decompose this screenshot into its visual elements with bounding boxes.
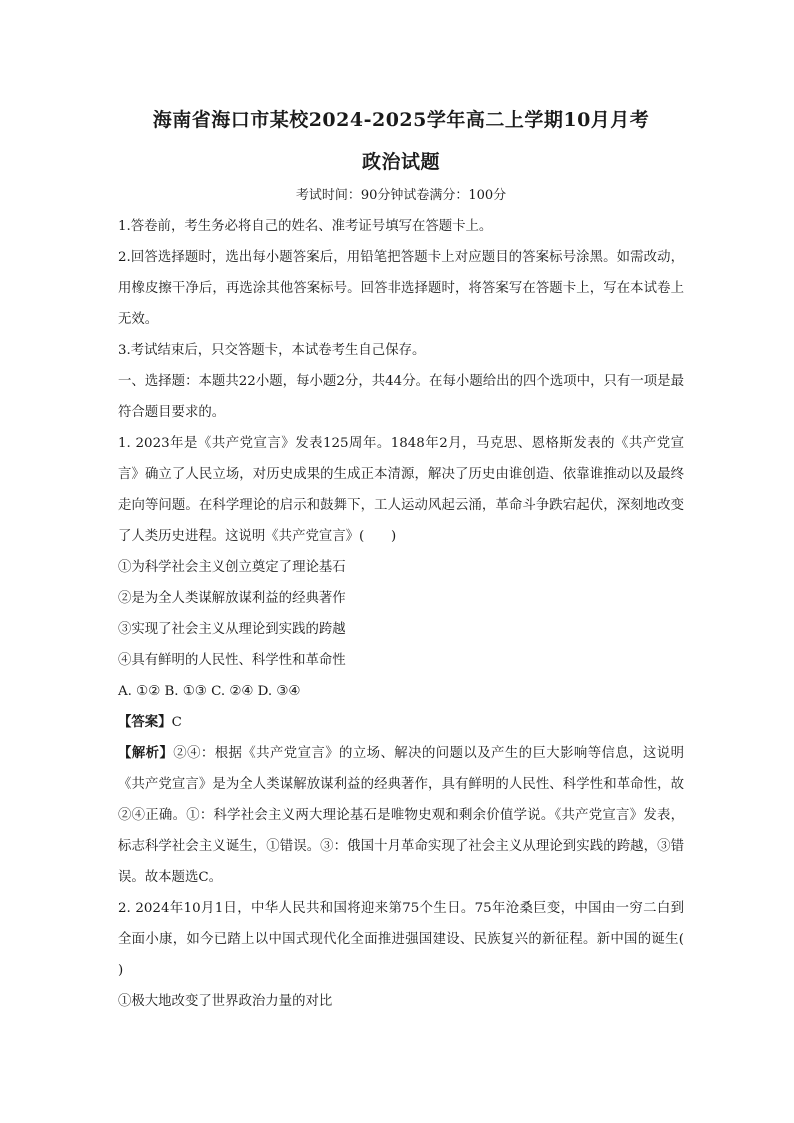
question-1-item-3: ③实现了社会主义从理论到实践的跨越 [118, 622, 346, 637]
question-1-answer [118, 707, 684, 738]
question-1-choices: A. ①② B. ①③ C. ②④ D. ③④ [118, 684, 301, 699]
instruction-1: 1.答卷前，考生务必将自己的姓名、准考证号填写在答题卡上。 [118, 219, 493, 234]
document-title: 海南省海口市某校2024-2025学年高二上学期10月月考 [152, 109, 650, 131]
exam-info: 考试时间：90分钟试卷满分：100分 [295, 188, 507, 203]
analysis-text: ②④：根据《共产党宣言》的立场、解决的问题以及产生的巨大影响等信息，这说明《共产党宣言》是为全人类谋解放谋利益的经典著作，具有鲜明的人民性、科学性和革命性，故②④正确。①：科学社会主义两大理论基石是唯物史观和剩余价值学说。《共产党宣言》发表，标志科学社会主义诞生，①错误。③：俄国十月革命实现了社会主义从理论到实践的跨越，③错误。故本题选C。 [118, 746, 685, 885]
question-1-analysis [118, 738, 684, 893]
section-heading: 一、选择题：本题共22小题，每小题2分，共44分。在每小题给出的四个选项中，只有一项是最符合题目要求的。 [118, 374, 684, 420]
answer-value: C [171, 715, 182, 730]
question-2-item-1: ①极大地改变了世界政治力量的对比 [118, 994, 333, 1009]
question-1-item-1: ①为科学社会主义创立奠定了理论基石 [118, 560, 346, 575]
question-1-stem: 1. 2023年是《共产党宣言》发表125周年。1848年2月，马克思、恩格斯发表的《共产党宣言》确立了人民立场，对历史成果的生成正本清源，解决了历史由谁创造、依靠谁推动以及最终走向等问题。在科学理论的启示和鼓舞下，工人运动风起云涌，革命斗争跌宕起伏，深刻地改变了人类历史进程。这说明《共产党宣言》( ) [118, 436, 684, 544]
document-subtitle: 政治试题 [361, 151, 440, 173]
question-2-stem: 2. 2024年10月1日，中华人民共和国将迎来第75个生日。75年沧桑巨变，中国由一穷二白到全面小康，如今已踏上以中国式现代化全面推进强国建设、民族复兴的新征程。新中国的诞生( ) [118, 901, 711, 978]
question-1-item-2: ②是为全人类谋解放谋利益的经典著作 [118, 591, 346, 606]
question-1-item-4: ④具有鲜明的人民性、科学性和革命性 [118, 653, 346, 668]
instruction-2: 2.回答选择题时，选出每小题答案后，用铅笔把答题卡上对应题目的答案标号涂黑。如需改动，用橡皮擦干净后，再选涂其他答案标号。回答非选择题时，将答案写在答题卡上，写在本试卷上无效。 [118, 250, 684, 327]
answer-label: 【答案】 [118, 714, 172, 730]
analysis-label: 【解析】 [118, 745, 174, 761]
instruction-3: 3.考试结束后，只交答题卡，本试卷考生自己保存。 [118, 343, 426, 358]
